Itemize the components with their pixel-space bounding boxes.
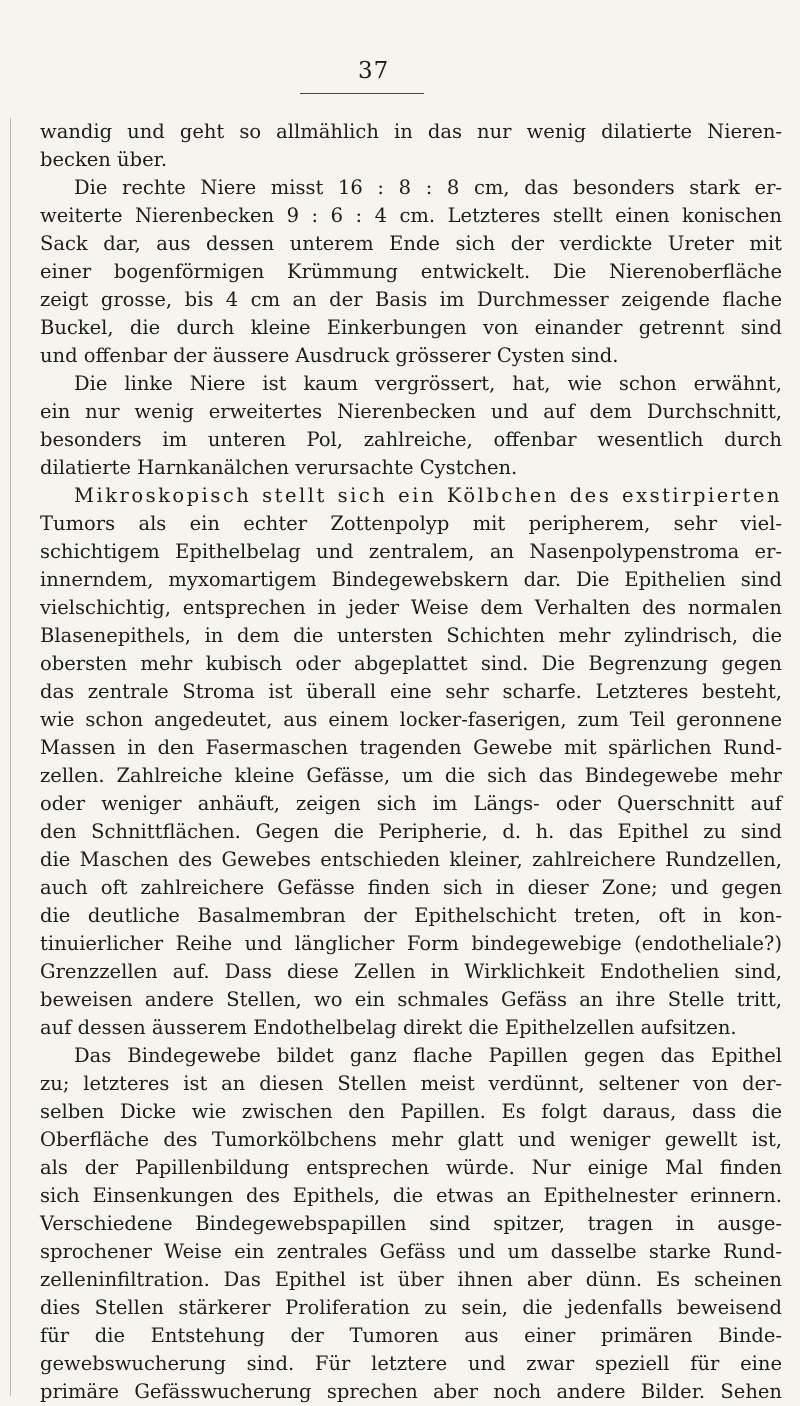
- text-line: besonders im unteren Pol, zahlreiche, offenbar wesentlich durch: [40, 428, 782, 451]
- text-line: dilatierte Harnkanälchen verursachte Cystchen.: [40, 456, 518, 479]
- text-line: für die Entstehung der Tumoren aus einer primären Binde-: [40, 1324, 782, 1347]
- text-line: Sack dar, aus dessen unterem Ende sich der verdickte Ureter mit: [40, 232, 782, 255]
- text-line: obersten mehr kubisch oder abgeplattet sind. Die Begrenzung gegen: [40, 652, 782, 675]
- text-line: becken über.: [40, 148, 168, 171]
- text-line: die deutliche Basalmembran der Epithelschicht treten, oft in kon-: [40, 904, 782, 927]
- text-line: selben Dicke wie zwischen den Papillen. Es folgt daraus, dass die: [40, 1100, 782, 1123]
- text-line: sich Einsenkungen des Epithels, die etwas an Epithelnester erinnern.: [40, 1184, 782, 1207]
- text-line: vielschichtig, entsprechen in jeder Weise dem Verhalten des normalen: [40, 596, 782, 619]
- paragraph-start-line: Das Bindegewebe bildet ganz flache Papillen gegen das Epithel: [74, 1044, 782, 1067]
- text-line: dies Stellen stärkerer Proliferation zu sein, die jedenfalls beweisend: [40, 1296, 782, 1319]
- text-line: ein nur wenig erweitertes Nierenbecken und auf dem Durchschnitt,: [40, 400, 782, 423]
- text-line: Grenzzellen auf. Dass diese Zellen in Wirklichkeit Endothelien sind,: [40, 960, 782, 983]
- text-line: zu; letzteres ist an diesen Stellen meist verdünnt, seltener von der-: [40, 1072, 782, 1095]
- text-line: Tumors als ein echter Zottenpolyp mit peripherem, sehr viel-: [40, 512, 782, 535]
- text-line: zellen. Zahlreiche kleine Gefässe, um die sich das Bindegewebe mehr: [40, 764, 782, 787]
- text-line: auch oft zahlreichere Gefässe finden sich in dieser Zone; und gegen: [40, 876, 782, 899]
- paragraph-start-line: Die linke Niere ist kaum vergrössert, hat, wie schon erwähnt,: [74, 372, 782, 395]
- scan-margin-line: [10, 118, 11, 1396]
- text-line: die Maschen des Gewebes entschieden kleiner, zahlreichere Rundzellen,: [40, 848, 782, 871]
- text-line: einer bogenförmigen Krümmung entwickelt. Die Nierenoberfläche: [40, 260, 782, 283]
- text-line: Blasenepithels, in dem die untersten Schichten mehr zylindrisch, die: [40, 624, 782, 647]
- text-line: wandig und geht so allmählich in das nur wenig dilatierte Nieren-: [40, 120, 782, 143]
- text-line: den Schnittflächen. Gegen die Peripherie, d. h. das Epithel zu sind: [40, 820, 782, 843]
- text-line: sprochener Weise ein zentrales Gefäss und um dasselbe starke Rund-: [40, 1240, 782, 1263]
- text-line: oder weniger anhäuft, zeigen sich im Längs- oder Querschnitt auf: [40, 792, 782, 815]
- text-line: gewebswucherung sind. Für letztere und zwar speziell für eine: [40, 1352, 782, 1375]
- text-line: Buckel, die durch kleine Einkerbungen von einander getrennt sind: [40, 316, 782, 339]
- text-line: Oberfläche des Tumorkölbchens mehr glatt und weniger gewellt ist,: [40, 1128, 782, 1151]
- text-line: auf dessen äusserem Endothelbelag direkt die Epithelzellen aufsitzen.: [40, 1016, 737, 1039]
- text-line: das zentrale Stroma ist überall eine sehr scharfe. Letzteres besteht,: [40, 680, 782, 703]
- paragraph-start-line: Die rechte Niere misst 16 : 8 : 8 cm, das besonders stark er-: [74, 176, 782, 199]
- text-line: weiterte Nierenbecken 9 : 6 : 4 cm. Letzteres stellt einen konischen: [40, 204, 782, 227]
- text-line: zelleninfiltration. Das Epithel ist über ihnen aber dünn. Es scheinen: [40, 1268, 782, 1291]
- page-number-rule: [300, 93, 424, 94]
- text-line: beweisen andere Stellen, wo ein schmales Gefäss an ihre Stelle tritt,: [40, 988, 782, 1011]
- text-line: als der Papillenbildung entsprechen würde. Nur einige Mal finden: [40, 1156, 782, 1179]
- text-line: wie schon angedeutet, aus einem locker-faserigen, zum Teil geronnene: [40, 708, 782, 731]
- text-line: innerndem, myxomartigem Bindegewebskern dar. Die Epithelien sind: [40, 568, 782, 591]
- page-number: 37: [358, 58, 390, 84]
- text-line: tinuierlicher Reihe und länglicher Form bindegewebige (endotheliale?): [40, 932, 782, 955]
- text-line: schichtigem Epithelbelag und zentralem, an Nasenpolypenstroma er-: [40, 540, 782, 563]
- paragraph-start-line: Mikroskopisch stellt sich ein Kölbchen des exstirpierten: [74, 484, 782, 507]
- text-line: zeigt grosse, bis 4 cm an der Basis im Durchmesser zeigende flache: [40, 288, 782, 311]
- text-line: Verschiedene Bindegewebspapillen sind spitzer, tragen in ausge-: [40, 1212, 782, 1235]
- text-line: und offenbar der äussere Ausdruck grösserer Cysten sind.: [40, 344, 619, 367]
- body-text: [40, 118, 782, 1406]
- text-line: Massen in den Fasermaschen tragenden Gewebe mit spärlichen Rund-: [40, 736, 782, 759]
- text-line: primäre Gefässwucherung sprechen aber noch andere Bilder. Sehen: [40, 1380, 782, 1403]
